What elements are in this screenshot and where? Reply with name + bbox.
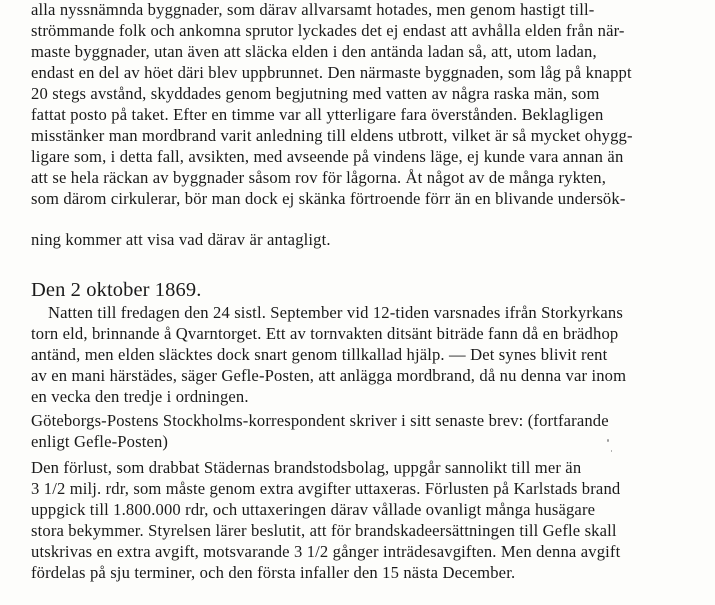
paragraph-1-line: maste byggnader, utan även att släcka elden i den antända ladan så, att, utom ladan, (31, 42, 597, 61)
paragraph-1-line: fattat posto på taket. Efter en timme var all ytterligare fara överstånden. Beklagligen (31, 105, 604, 124)
paragraph-1-line: alla nyssnämnda byggnader, som därav allvarsamt hotades, men genom hastigt till- (31, 0, 595, 19)
paragraph-4-line: stora bekymmer. Styrelsen lärer beslutit, att för brandskadeersättningen till Gefle skall (31, 521, 617, 540)
paragraph-4-line: fördelas på sju terminer, och den första infaller den 15 nästa December. (31, 563, 516, 582)
paragraph-3-line: Göteborgs-Postens Stockholms-korrespondent skriver i sitt senaste brev: (fortfarande (31, 411, 609, 430)
paragraph-2-line: antänd, men elden släcktes dock snart genom tillkallad hjälp. — Det synes blivit rent (31, 345, 608, 364)
paragraph-1-line: misstänker man mordbrand varit anledning till eldens utbrott, vilket är så mycket ohygg- (31, 126, 633, 145)
section-heading: Den 2 oktober 1869. (31, 279, 202, 301)
paragraph-2-line: en vecka den tredje i ordningen. (31, 387, 249, 406)
paragraph-4-line: 3 1/2 milj. rdr, som måste genom extra avgifter uttaxeras. Förlusten på Karlstads brand (31, 479, 621, 498)
paragraph-2-line: Natten till fredagen den 24 sistl. September vid 12-tiden varsnades ifrån Storkyrkans (48, 303, 623, 322)
paragraph-1-line: endast en del av höet däri blev uppbrunnet. Den närmaste byggnaden, som låg på knappt (31, 63, 632, 82)
paragraph-4-line: Den förlust, som drabbat Städernas brandstodsbolag, uppgår sannolikt till mer än (31, 458, 582, 477)
paragraph-2-line: av en mani härstädes, säger Gefle-Posten, att anlägga mordbrand, då nu denna var inom (31, 366, 627, 385)
scan-speck (611, 450, 612, 452)
paragraph-1-line: som därom cirkulerar, bör man dock ej skänka förtroende förr än en blivande undersök- (31, 189, 626, 208)
paragraph-1-line: att se hela räckan av byggnader såsom rov för lågorna. Åt något av de många rykten, (31, 168, 607, 187)
paragraph-4-line: utskrivas en extra avgift, motsvarande 3 1/2 gånger inträdesavgiften. Men denna avgift (31, 542, 621, 561)
paragraph-2-line: torn eld, brinnande å Qvarntorget. Ett av tornvakten ditsänt biträde fann då en brädhop (31, 324, 619, 343)
paragraph-1-line: strömmande folk och ankomna sprutor lyckades det ej endast att avhålla elden från när- (31, 21, 625, 40)
paragraph-1-line: ning kommer att visa vad därav är antagligt. (31, 230, 331, 249)
scan-speck (607, 439, 609, 442)
paragraph-4-line: uppgick till 1.800.000 rdr, och uttaxeringen därav vållade ovanligt många husägare (31, 500, 596, 519)
paragraph-3-line: enligt Gefle-Posten) (31, 432, 169, 451)
paragraph-1-line: ligare som, i detta fall, avsikten, med avseende på vindens läge, ej kunde vara annan än (31, 147, 624, 166)
paragraph-1-line: 20 stegs avstånd, skyddades genom begjutning med vatten av några raska män, som (31, 84, 600, 103)
